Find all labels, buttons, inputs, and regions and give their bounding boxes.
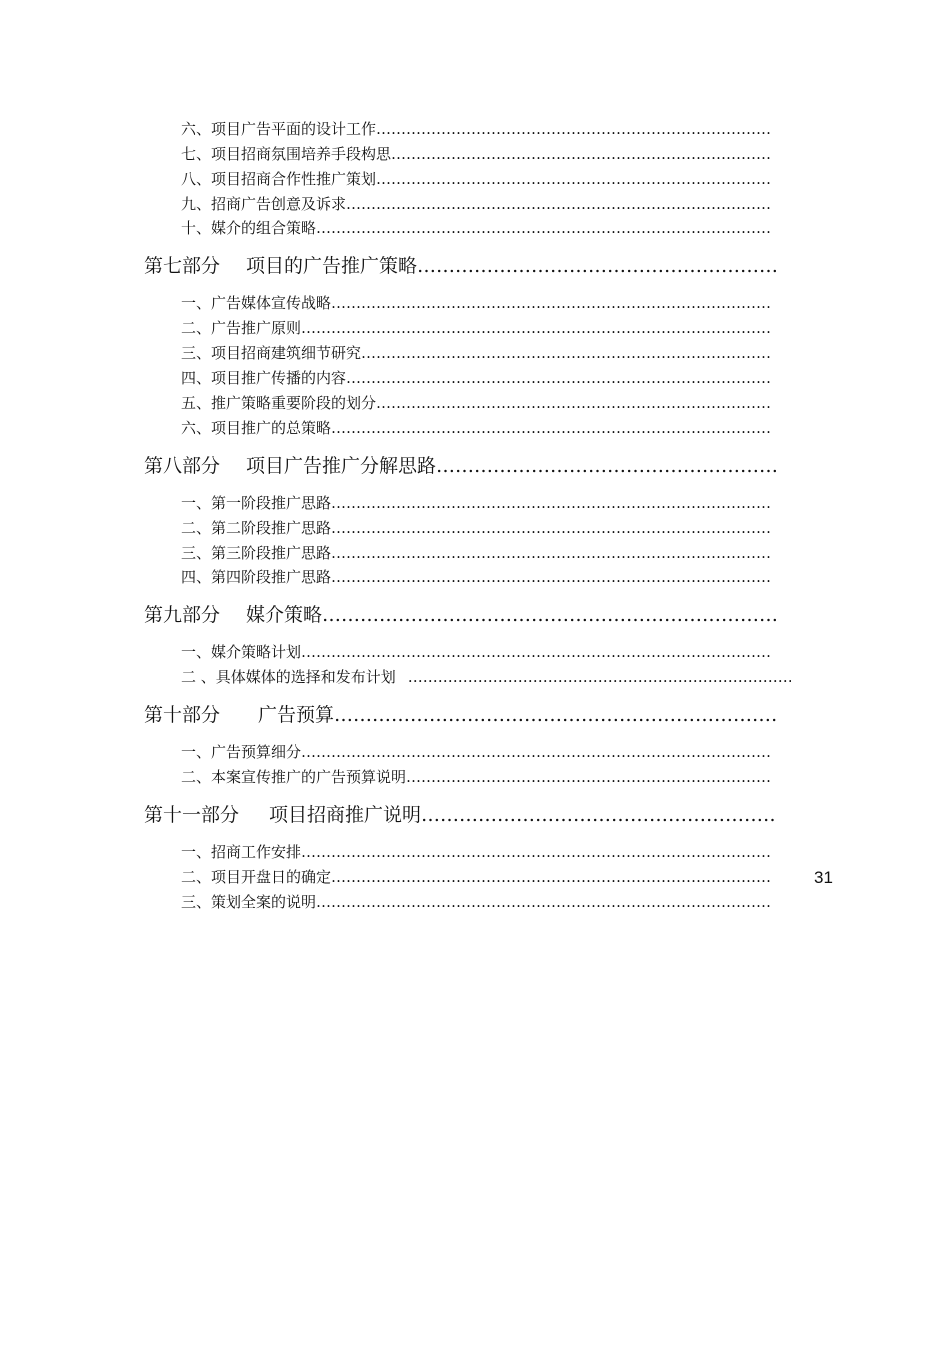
toc-item: [181, 567, 771, 587]
toc-item-label: 十、媒介的组合策略: [181, 219, 317, 237]
section-title: 项目广告推广分解思路: [246, 455, 437, 477]
toc-item: [181, 667, 791, 687]
toc-item: [181, 418, 771, 438]
toc-section-heading: [144, 702, 776, 728]
toc-item: [181, 393, 771, 413]
dot-leader: [301, 642, 771, 662]
toc-item-label: 五、推广策略重要阶段的划分: [181, 394, 377, 412]
section-label: [144, 253, 417, 279]
toc-item: [181, 368, 771, 388]
dot-leader: [301, 742, 771, 762]
section-label: [144, 453, 436, 479]
dot-leader: [417, 253, 776, 279]
toc-item: [181, 518, 771, 538]
dot-leader: [406, 767, 771, 787]
toc-item: [181, 194, 771, 214]
toc-item-label: 六、项目广告平面的设计工作: [181, 120, 377, 138]
dot-leader: [376, 119, 771, 139]
dot-leader: [376, 393, 771, 413]
toc-item: [181, 543, 771, 563]
toc-item-label: 二、广告推广原则: [181, 319, 302, 337]
page-number: 31: [814, 868, 833, 887]
dot-leader: [331, 493, 771, 513]
toc-item-label: 二、项目开盘日的确定: [181, 868, 332, 886]
toc-item: [181, 293, 771, 313]
dot-leader: [331, 518, 771, 538]
dot-leader: [301, 842, 771, 862]
toc-item-label: 三、项目招商建筑细节研究: [181, 344, 362, 362]
toc-item-label: 一、广告预算细分: [181, 743, 302, 761]
toc-item-label: 二、第二阶段推广思路: [181, 519, 332, 537]
toc-item: [181, 842, 771, 862]
toc-section-heading: [144, 253, 776, 279]
section-part: 第九部分: [144, 604, 221, 626]
toc-item-label: 一、招商工作安排: [181, 843, 302, 861]
toc-item: [181, 742, 771, 762]
section-title: 广告预算: [258, 704, 335, 726]
dot-leader: [421, 802, 776, 828]
toc-item-label: 四、第四阶段推广思路: [181, 568, 332, 586]
dot-leader: [331, 418, 771, 438]
toc-section-heading: [144, 602, 776, 628]
toc-item: [181, 218, 771, 238]
dot-leader: [331, 567, 771, 587]
section-title: 项目招商推广说明: [269, 804, 422, 826]
toc-item-label: 三、策划全案的说明: [181, 893, 317, 911]
toc-item: [181, 867, 771, 887]
dot-leader: [391, 144, 771, 164]
dot-leader: [331, 293, 771, 313]
toc-section-heading: [144, 802, 776, 828]
toc-item: [181, 169, 771, 189]
dot-leader: [376, 169, 771, 189]
section-part: 第八部分: [144, 455, 221, 477]
dot-leader: [361, 343, 771, 363]
dot-leader: [316, 218, 771, 238]
dot-leader: [331, 867, 771, 887]
toc-item: [181, 144, 771, 164]
section-title: 项目的广告推广策略: [246, 255, 418, 277]
toc-item-label: 一、第一阶段推广思路: [181, 494, 332, 512]
dot-leader: [322, 602, 776, 628]
toc-item-label: 一、媒介策略计划: [181, 643, 302, 661]
toc-item: [181, 767, 771, 787]
dot-leader: [408, 667, 791, 687]
dot-leader: [316, 892, 771, 912]
toc-item-label: 七、项目招商氛围培养手段构思: [181, 145, 392, 163]
toc-item-label: 四、项目推广传播的内容: [181, 369, 347, 387]
toc-item-label: 二、本案宣传推广的广告预算说明: [181, 768, 407, 786]
toc-item-label: 二 、具体媒体的选择和发布计划: [181, 668, 396, 686]
toc-item-label: 六、项目推广的总策略: [181, 419, 332, 437]
toc-item: [181, 318, 771, 338]
section-label: [144, 702, 334, 728]
dot-leader: [436, 453, 776, 479]
toc-item-label: 三、第三阶段推广思路: [181, 544, 332, 562]
toc-item-label: 一、广告媒体宣传战略: [181, 294, 332, 312]
section-part: 第十一部分: [144, 804, 240, 826]
dot-leader: [334, 702, 776, 728]
dot-leader: [346, 368, 771, 388]
dot-leader: [331, 543, 771, 563]
toc-item-label: 八、项目招商合作性推广策划: [181, 170, 377, 188]
toc-item: [181, 343, 771, 363]
toc-item: [181, 642, 771, 662]
toc-section-heading: [144, 453, 776, 479]
dot-leader: [346, 194, 771, 214]
toc-item-label: 九、招商广告创意及诉求: [181, 195, 347, 213]
section-part: 第七部分: [144, 255, 221, 277]
section-label: [144, 802, 421, 828]
dot-leader: [301, 318, 771, 338]
section-title: 媒介策略: [246, 604, 323, 626]
section-label: [144, 602, 322, 628]
toc-item: [181, 892, 771, 912]
toc-item: [181, 493, 771, 513]
section-part: 第十部分: [144, 704, 221, 726]
toc-item: [181, 119, 771, 139]
